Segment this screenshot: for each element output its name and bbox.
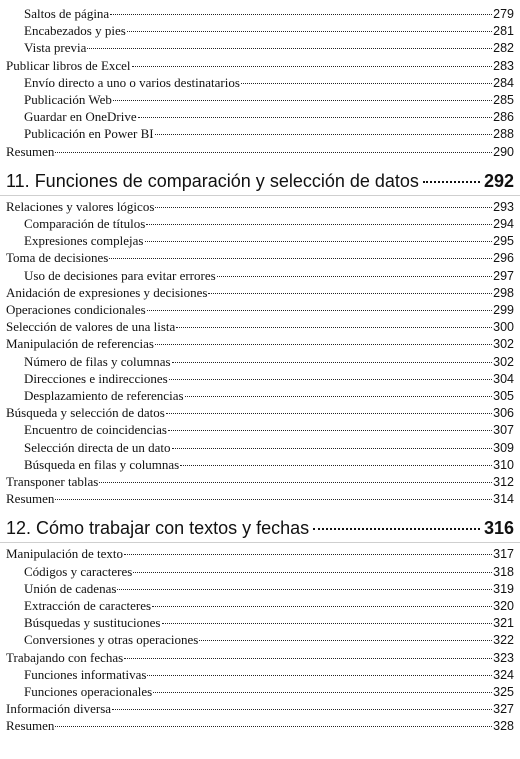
entry-page-number: 297 bbox=[493, 268, 514, 283]
entry-title: Número de filas y columnas bbox=[24, 353, 171, 369]
divider bbox=[0, 195, 520, 196]
dot-leader bbox=[146, 224, 492, 225]
dot-leader bbox=[133, 572, 492, 573]
entry-page-number: 302 bbox=[493, 354, 514, 369]
dot-leader bbox=[55, 152, 492, 153]
dot-leader bbox=[166, 413, 492, 414]
entry-page-number: 279 bbox=[493, 7, 514, 21]
toc-section-entry[interactable] bbox=[0, 319, 514, 335]
entry-title: Conversiones y otras operaciones bbox=[24, 632, 199, 648]
toc-section-entry[interactable] bbox=[0, 199, 514, 215]
toc-section-entry[interactable] bbox=[0, 58, 514, 74]
dot-leader bbox=[138, 117, 493, 118]
entry-title: Trabajando con fechas bbox=[6, 649, 124, 665]
dot-leader bbox=[176, 327, 492, 328]
chapter-page-number: 292 bbox=[483, 170, 514, 191]
dot-leader bbox=[110, 14, 492, 15]
dot-leader bbox=[208, 293, 492, 294]
entry-title: Funciones operacionales bbox=[24, 684, 153, 699]
dot-leader bbox=[168, 430, 492, 431]
entry-title: Envío directo a uno o varios destinatarios bbox=[24, 74, 240, 90]
dot-leader bbox=[124, 554, 492, 555]
entry-page-number: 304 bbox=[493, 371, 514, 386]
toc-section-entry[interactable] bbox=[0, 285, 514, 301]
entry-title: Toma de decisiones bbox=[6, 250, 109, 266]
entry-page-number: 283 bbox=[493, 58, 514, 73]
entry-page-number: 327 bbox=[493, 702, 514, 717]
entry-page-number: 300 bbox=[493, 320, 514, 335]
toc-subsection-entry[interactable] bbox=[0, 40, 514, 56]
toc-subsection-entry[interactable] bbox=[0, 92, 514, 108]
entry-page-number: 298 bbox=[493, 285, 514, 300]
dot-leader bbox=[169, 379, 492, 380]
toc-section-entry[interactable] bbox=[0, 701, 514, 717]
toc-section-entry[interactable] bbox=[0, 405, 514, 421]
dot-leader bbox=[99, 482, 492, 483]
dot-leader bbox=[147, 310, 492, 311]
entry-title: Información diversa bbox=[6, 701, 112, 717]
entry-title: Selección de valores de una lista bbox=[6, 319, 176, 335]
chapter-heading[interactable] bbox=[6, 170, 514, 192]
toc-subsection-entry[interactable] bbox=[0, 6, 514, 22]
entry-page-number: 296 bbox=[493, 251, 514, 266]
dot-leader bbox=[87, 48, 492, 49]
toc-subsection-entry[interactable] bbox=[0, 23, 514, 39]
entry-title: Resumen bbox=[6, 718, 55, 734]
entry-page-number: 328 bbox=[493, 719, 514, 734]
dot-leader bbox=[132, 66, 493, 67]
entry-title: Comparación de títulos bbox=[24, 216, 146, 231]
entry-title: Resumen bbox=[6, 143, 55, 159]
entry-title: Encabezados y pies bbox=[24, 23, 126, 39]
toc-subsection-entry[interactable] bbox=[0, 371, 514, 387]
entry-page-number: 302 bbox=[493, 337, 514, 352]
entry-title: Uso de decisiones para evitar errores bbox=[24, 267, 216, 283]
entry-title: Búsquedas y sustituciones bbox=[24, 615, 161, 631]
toc-section-entry[interactable] bbox=[0, 336, 514, 352]
dot-leader bbox=[152, 606, 492, 607]
dot-leader bbox=[241, 83, 492, 84]
entry-page-number: 299 bbox=[493, 303, 514, 317]
dot-leader bbox=[127, 31, 492, 32]
toc-subsection-entry[interactable] bbox=[0, 268, 514, 284]
toc-section-entry[interactable] bbox=[0, 718, 514, 734]
chapter-title: 12. Cómo trabajar con textos y fechas bbox=[6, 518, 310, 539]
dot-leader bbox=[124, 658, 492, 659]
entry-page-number: 290 bbox=[493, 144, 514, 159]
dot-leader bbox=[162, 623, 493, 624]
dot-leader bbox=[112, 709, 492, 710]
entry-title: Saltos de página bbox=[24, 6, 110, 21]
toc-section-entry[interactable] bbox=[0, 474, 514, 490]
entry-title: Manipulación de referencias bbox=[6, 336, 154, 352]
dot-leader bbox=[313, 528, 480, 530]
entry-title: Búsqueda en filas y columnas bbox=[24, 456, 180, 472]
entry-page-number: 281 bbox=[493, 24, 514, 39]
entry-page-number: 288 bbox=[493, 127, 514, 142]
entry-title: Selección directa de un dato bbox=[24, 439, 171, 455]
entry-page-number: 285 bbox=[493, 93, 514, 107]
entry-page-number: 305 bbox=[493, 389, 514, 403]
entry-title: Operaciones condicionales bbox=[6, 302, 146, 317]
entry-title: Expresiones complejas bbox=[24, 233, 144, 249]
toc-subsection-entry[interactable] bbox=[0, 667, 514, 683]
entry-page-number: 293 bbox=[493, 199, 514, 214]
dot-leader bbox=[113, 100, 492, 101]
entry-page-number: 320 bbox=[493, 599, 514, 613]
entry-title: Transponer tablas bbox=[6, 474, 99, 489]
entry-page-number: 306 bbox=[493, 406, 514, 421]
entry-title: Búsqueda y selección de datos bbox=[6, 405, 165, 421]
entry-page-number: 318 bbox=[493, 564, 514, 579]
entry-page-number: 322 bbox=[493, 633, 514, 648]
toc-subsection-entry[interactable] bbox=[0, 422, 514, 438]
entry-title: Unión de cadenas bbox=[24, 580, 117, 596]
entry-title: Direcciones e indirecciones bbox=[24, 370, 168, 386]
dot-leader bbox=[172, 448, 493, 449]
entry-page-number: 309 bbox=[493, 440, 514, 455]
toc-subsection-entry[interactable] bbox=[0, 354, 514, 370]
entry-page-number: 307 bbox=[493, 423, 514, 438]
toc-subsection-entry[interactable] bbox=[0, 75, 514, 91]
entry-title: Resumen bbox=[6, 491, 55, 507]
toc-subsection-entry[interactable] bbox=[0, 632, 514, 648]
entry-title: Códigos y caracteres bbox=[24, 563, 133, 579]
toc-subsection-entry[interactable] bbox=[0, 233, 514, 249]
entry-page-number: 310 bbox=[493, 457, 514, 472]
dot-leader bbox=[117, 589, 492, 590]
toc-subsection-entry[interactable] bbox=[0, 126, 514, 142]
toc-section-entry[interactable] bbox=[0, 491, 514, 507]
entry-title: Manipulación de texto bbox=[6, 546, 123, 562]
dot-leader bbox=[185, 396, 493, 397]
dot-leader bbox=[147, 675, 492, 676]
entry-page-number: 312 bbox=[493, 475, 514, 489]
entry-title: Publicación en Power BI bbox=[24, 126, 154, 142]
entry-title: Relaciones y valores lógicos bbox=[6, 198, 155, 214]
toc-subsection-entry[interactable] bbox=[0, 684, 514, 700]
entry-title: Publicación Web bbox=[24, 92, 112, 107]
dot-leader bbox=[145, 241, 493, 242]
dot-leader bbox=[155, 207, 492, 208]
entry-page-number: 314 bbox=[493, 492, 514, 507]
dot-leader bbox=[153, 692, 492, 693]
entry-page-number: 325 bbox=[493, 685, 514, 699]
entry-page-number: 295 bbox=[493, 234, 514, 249]
dot-leader bbox=[155, 344, 492, 345]
toc-subsection-entry[interactable] bbox=[0, 598, 514, 614]
dot-leader bbox=[199, 640, 492, 641]
entry-title: Desplazamiento de referencias bbox=[24, 388, 184, 403]
toc-subsection-entry[interactable] bbox=[0, 388, 514, 404]
entry-page-number: 321 bbox=[493, 616, 514, 631]
entry-page-number: 319 bbox=[493, 581, 514, 596]
entry-page-number: 317 bbox=[493, 547, 514, 562]
dot-leader bbox=[155, 134, 493, 135]
toc-subsection-entry[interactable] bbox=[0, 615, 514, 631]
toc-section-entry[interactable] bbox=[0, 144, 514, 160]
dot-leader bbox=[172, 362, 493, 363]
entry-title: Publicar libros de Excel bbox=[6, 57, 131, 73]
dot-leader bbox=[423, 181, 480, 183]
dot-leader bbox=[217, 276, 492, 277]
entry-page-number: 284 bbox=[493, 75, 514, 90]
toc-section-entry[interactable] bbox=[0, 546, 514, 562]
toc-subsection-entry[interactable] bbox=[0, 457, 514, 473]
toc-section-entry[interactable] bbox=[0, 250, 514, 266]
entry-page-number: 282 bbox=[493, 41, 514, 56]
dot-leader bbox=[180, 465, 492, 466]
entry-title: Vista previa bbox=[24, 40, 87, 56]
entry-page-number: 294 bbox=[493, 217, 514, 231]
entry-title: Funciones informativas bbox=[24, 666, 147, 682]
entry-title: Anidación de expresiones y decisiones bbox=[6, 284, 208, 300]
entry-title: Encuentro de coincidencias bbox=[24, 422, 167, 438]
toc-subsection-entry[interactable] bbox=[0, 581, 514, 597]
toc-subsection-entry[interactable] bbox=[0, 564, 514, 580]
entry-page-number: 324 bbox=[493, 667, 514, 682]
entry-page-number: 323 bbox=[493, 650, 514, 665]
entry-title: Extracción de caracteres bbox=[24, 598, 152, 613]
toc-subsection-entry[interactable] bbox=[0, 440, 514, 456]
entry-page-number: 286 bbox=[493, 110, 514, 125]
entry-title: Guardar en OneDrive bbox=[24, 109, 137, 125]
toc-subsection-entry[interactable] bbox=[0, 109, 514, 125]
toc-section-entry[interactable] bbox=[0, 650, 514, 666]
dot-leader bbox=[55, 499, 492, 500]
chapter-heading[interactable] bbox=[6, 517, 514, 539]
dot-leader bbox=[55, 726, 492, 727]
chapter-title: 11. Funciones de comparación y selección de datos bbox=[6, 170, 419, 191]
dot-leader bbox=[109, 258, 492, 259]
toc-section-entry[interactable] bbox=[0, 302, 514, 318]
chapter-page-number: 316 bbox=[483, 518, 514, 539]
divider bbox=[0, 542, 520, 543]
toc-subsection-entry[interactable] bbox=[0, 216, 514, 232]
